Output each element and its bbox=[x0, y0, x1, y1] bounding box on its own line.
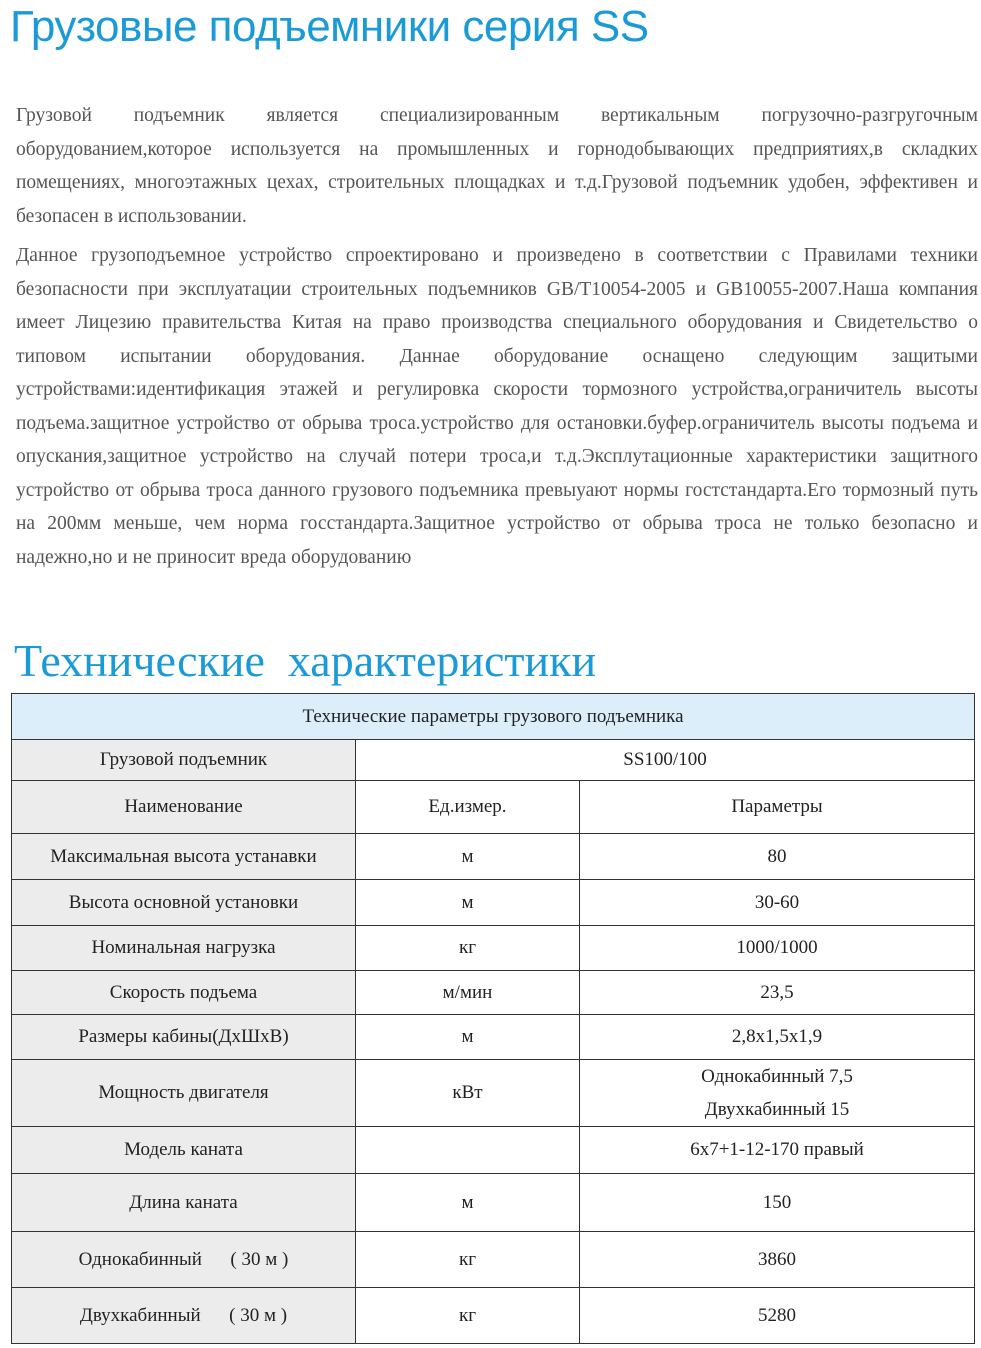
table-row bbox=[12, 926, 975, 971]
page-title: Грузовые подъемники серия SS bbox=[10, 2, 649, 51]
row-name: Максимальная высота устанавки bbox=[12, 834, 356, 880]
description-paragraph: Данное грузоподъемное устройство спроектировано и произведено в соответствии с Правилами техники безопасности при эксплуатации строительных подъемников GB/T10054-2005 и GB10055-2007.Наша компания имеет Лицезию правительства Китая на право производства специального оборудования и Свидетельство о типовом испытании оборудования. Даннае оборудование оснащено следующим защитыми устройствами:идентификация этажей и регулировка скорости тормозного устройства,ограничитель высоты подъема.защитное устройство от обрыва троса.устройство для остановки.буфер.ограничитель высоты подъема и опускания,защитное устройство на случай потери троса,и т.д.Эксплутационные характеристики защитного устройство от обрыва троса данного грузового подъемника превыуают нормы гостстандарта.Его тормозный путь на 200мм меньше, чем норма госстандарта.Защитное устройство от обрыва троса не только безопасно и надежно,но и не приносит вреда оборудованию bbox=[16, 245, 978, 568]
row-unit: кВт bbox=[356, 1060, 580, 1127]
model-label-cell: Грузовой подъемник bbox=[12, 740, 356, 781]
row-unit: м bbox=[356, 880, 580, 926]
row-value: 150 bbox=[580, 1174, 975, 1232]
table-row bbox=[12, 1288, 975, 1344]
row-value: 30-60 bbox=[580, 880, 975, 926]
table-row bbox=[12, 1174, 975, 1232]
row-unit: м bbox=[356, 1015, 580, 1060]
header-name: Наименование bbox=[12, 781, 356, 834]
table-row bbox=[12, 1060, 975, 1127]
row-unit: м/мин bbox=[356, 971, 580, 1015]
table-row bbox=[12, 1127, 975, 1174]
table-row bbox=[12, 834, 975, 880]
row-unit bbox=[356, 1127, 580, 1174]
table-row bbox=[12, 880, 975, 926]
row-name: Скорость подъема bbox=[12, 971, 356, 1015]
row-name: Высота основной установки bbox=[12, 880, 356, 926]
table-caption: Технические параметры грузового подъемника bbox=[12, 694, 975, 740]
row-unit: м bbox=[356, 1174, 580, 1232]
intro-paragraph: Грузовой подъемник является специализированным вертикальным погрузочно-разгругочным оборудованием,которое используется на промышленных и горнодобывающих предприятиях,в складких помещениях, многоэтажных цехах, строительных площадках и т.д.Грузовой подъемник удобен, эффективен и безопасен в использовании. bbox=[16, 105, 978, 227]
row-value-line: Двухкабинный 15 bbox=[704, 1099, 850, 1120]
row-name: Мощность двигателя bbox=[12, 1060, 356, 1127]
row-unit: кг bbox=[356, 1232, 580, 1288]
header-params: Параметры bbox=[580, 781, 975, 834]
row-name: Длина каната bbox=[12, 1174, 356, 1232]
header-unit: Ед.измер. bbox=[356, 781, 580, 834]
row-value bbox=[580, 1060, 975, 1127]
row-unit: м bbox=[356, 834, 580, 880]
table-row bbox=[12, 1232, 975, 1288]
row-value: 6x7+1-12-170 правый bbox=[580, 1127, 975, 1174]
row-value: 1000/1000 bbox=[580, 926, 975, 971]
row-value-line: Однокабинный 7,5 bbox=[701, 1066, 853, 1087]
row-name: Двухкабинный ( 30 м ) bbox=[12, 1288, 356, 1344]
table-row bbox=[12, 971, 975, 1015]
row-value: 80 bbox=[580, 834, 975, 880]
section-title: Технические характеристики bbox=[14, 635, 597, 686]
table-row bbox=[12, 1015, 975, 1060]
spec-table bbox=[11, 693, 975, 1344]
row-unit: кг bbox=[356, 926, 580, 971]
model-value-cell: SS100/100 bbox=[356, 740, 975, 781]
row-unit: кг bbox=[356, 1288, 580, 1344]
row-name: Модель каната bbox=[12, 1127, 356, 1174]
row-name: Размеры кабины(ДхШхВ) bbox=[12, 1015, 356, 1060]
row-value: 5280 bbox=[580, 1288, 975, 1344]
row-value: 3860 bbox=[580, 1232, 975, 1288]
row-name: Однокабинный ( 30 м ) bbox=[12, 1232, 356, 1288]
row-value: 2,8x1,5x1,9 bbox=[580, 1015, 975, 1060]
row-value: 23,5 bbox=[580, 971, 975, 1015]
row-name: Номинальная нагрузка bbox=[12, 926, 356, 971]
